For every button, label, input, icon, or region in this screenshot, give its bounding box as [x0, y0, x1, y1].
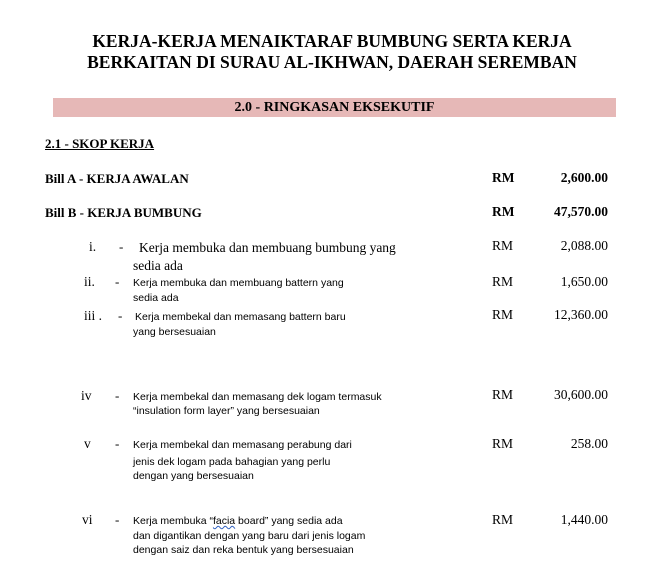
item-dash: -: [115, 274, 120, 289]
item-number: v: [84, 436, 91, 451]
spellcheck-word: facia: [212, 515, 236, 527]
item-amount: 2,088.00: [560, 238, 608, 253]
item-description-line: Kerja membekal dan memasang perabung dari: [133, 439, 352, 451]
item-amount: 12,360.00: [554, 307, 608, 322]
section-heading: 2.0 - RINGKASAN EKSEKUTIF: [234, 100, 435, 115]
item-description-line: dengan saiz dan reka bentuk yang bersesuaian: [133, 544, 354, 556]
bill-a-amount: 2,600.00: [560, 170, 608, 185]
bill-a-label: Bill A - KERJA AWALAN: [45, 171, 189, 186]
item-dash: -: [118, 308, 123, 323]
item-amount: 258.00: [570, 436, 608, 451]
document-title-line-1: KERJA-KERJA MENAIKTARAF BUMBUNG SERTA KERJA: [92, 31, 572, 51]
item-description-line: Kerja membekal dan memasang battern baru: [135, 311, 346, 323]
item-description-line: jenis dek logam pada bahagian yang perlu: [133, 456, 331, 468]
item-description-text: Kerja membuka “: [133, 515, 213, 527]
bill-b-label: Bill B - KERJA BUMBUNG: [45, 205, 202, 220]
item-number: iv: [81, 388, 92, 403]
item-dash: -: [115, 436, 120, 451]
item-number: vi: [82, 512, 93, 527]
item-description-line: [133, 514, 343, 529]
bill-b-amount: 47,570.00: [554, 204, 608, 219]
item-description-line: Kerja membuka dan membuang battern yang: [133, 277, 344, 289]
item-amount: 30,600.00: [554, 387, 608, 402]
item-description-text: board” yang sedia ada: [235, 515, 343, 527]
item-description-line: yang bersesuaian: [133, 326, 216, 338]
item-description-line: Kerja membekal dan memasang dek logam termasuk: [133, 391, 382, 403]
item-number: ii.: [84, 274, 95, 289]
section-heading-band: [53, 98, 616, 117]
item-description-line: sedia ada: [133, 292, 179, 304]
item-description-line: Kerja membuka dan membuang bumbung yang: [139, 240, 396, 255]
item-currency: RM: [492, 387, 514, 402]
item-amount: 1,440.00: [560, 512, 608, 527]
item-description-line: dan digantikan dengan yang baru dari jenis logam: [133, 530, 366, 542]
item-dash: -: [115, 388, 120, 403]
item-number: i.: [89, 239, 97, 254]
item-description-line: sedia ada: [133, 258, 183, 273]
item-amount: 1,650.00: [560, 274, 608, 289]
item-number: iii .: [84, 308, 103, 323]
item-currency: RM: [492, 238, 514, 253]
item-currency: RM: [492, 274, 514, 289]
subsection-heading: 2.1 - SKOP KERJA: [45, 136, 155, 151]
item-description-line: dengan yang bersesuaian: [133, 470, 254, 482]
bill-a-currency: RM: [492, 170, 515, 185]
item-dash: -: [115, 512, 120, 527]
bill-b-currency: RM: [492, 204, 515, 219]
item-description-line: “insulation form layer” yang bersesuaian: [133, 405, 320, 417]
document-title-line-2: BERKAITAN DI SURAU AL-IKHWAN, DAERAH SEREMBAN: [87, 52, 577, 72]
item-currency: RM: [492, 512, 514, 527]
item-dash: -: [119, 239, 124, 254]
item-currency: RM: [492, 436, 514, 451]
item-currency: RM: [492, 307, 514, 322]
